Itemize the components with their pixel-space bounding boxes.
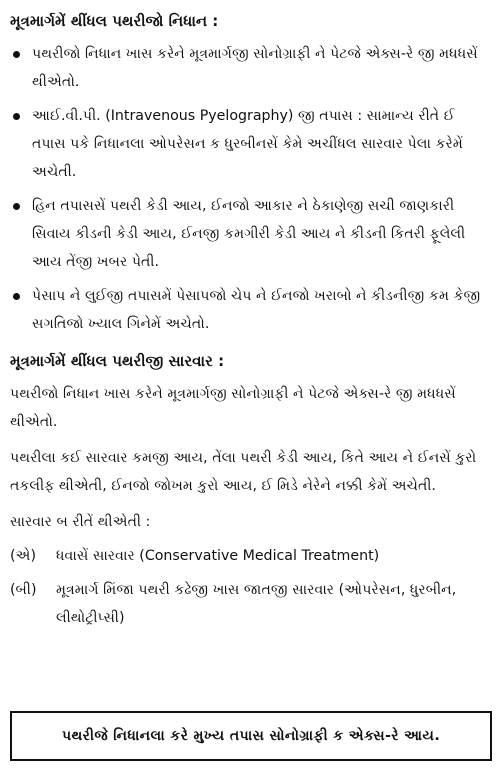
- list-item: [10, 40, 492, 96]
- key-note-text: પથરીજે નિધાનલા કરે મુખ્ય તપાસ સોનોગ્રાફી ક એક્સ-રે આય.: [61, 728, 441, 744]
- bullet-dot-icon: [13, 51, 20, 58]
- diagnosis-bullet-list: [10, 40, 492, 338]
- list-item: [10, 102, 492, 186]
- section-heading-diagnosis: મૂત્રમાર્ગમેં થીંધલ પથરીજો નિધાન :: [10, 12, 219, 30]
- option-text: ધવાસેં સારવાર (Conservative Medical Treatment): [56, 548, 380, 564]
- list-item-text: હિન તપાસસેં પથરી કેડી આય, ઈનજો આકાર ને ઠેકાણેજી સચી જાણકારી સિવાય કીડની કેડી આય, ઈનજી કમગીરી કેડી આય ને કીડની કિતરી ફૂલેલી આય તેંજી ખબર પેતી.: [32, 198, 466, 270]
- list-item: [10, 192, 492, 276]
- treatment-paragraph-3: સારવાર બ રીતેં થીએતી :: [10, 514, 151, 530]
- section-heading-treatment: મૂત્રમાર્ગમેં થીંધલ પથરીજી સારવાર :: [10, 352, 225, 370]
- bullet-dot-icon: [13, 203, 20, 210]
- list-item: [10, 282, 492, 338]
- list-item-text: પથરીજો નિધાન ખાસ કરેને મૂત્રમાર્ગજી સોનોગ્રાફી ને પેટજે એક્સ-રે જી મધધસેં થીએતો.: [32, 46, 478, 90]
- treatment-paragraph-1: પથરીજો નિધાન ખાસ કરેને મૂત્રમાર્ગજી સોનોગ્રાફી ને પેટજે એક્સ-રે જી મધધસેં થીએતો.: [10, 386, 456, 430]
- option-marker: (એ): [10, 548, 37, 564]
- option-marker: (બી): [10, 582, 37, 598]
- option-text: મૂત્રમાર્ગ મિંજા પથરી કઢેજી ખાસ જાતજી સારવાર (ઓપરેસન, ધુરબીન, લીથોટ્રીપ્સી): [56, 582, 457, 626]
- key-note-box: [10, 711, 492, 761]
- bullet-dot-icon: [13, 293, 20, 300]
- bullet-dot-icon: [13, 113, 20, 120]
- treatment-option-b: [10, 576, 492, 632]
- list-item-text: પેસાપ ને લુઈજી તપાસમેં પેસાપજો ચેપ ને ઈનજો ખરાબો ને કીડનીજી કમ કેજી સગતિજો ખ્યાલ ગિનેમેં અચેતો.: [32, 288, 481, 332]
- treatment-option-a: [10, 542, 492, 570]
- treatment-paragraph-2: પથરીલા કઈ સારવાર કમજી આય, તેંલા પથરી કેડી આય, કિતે આય ને ઈનસેં કુરો તકલીફ થીએતી, ઈનજો જોખમ કુરો આય, ઈ મિડે નેરેને નક્કી કેમેં અચેતી.: [10, 450, 477, 494]
- list-item-text: આઈ.વી.પી. (Intravenous Pyelography) જી તપાસ : સામાન્ય રીતે ઈ તપાસ પકે નિધાનલા ઓપરેસન ક ધુરબીનસેં કેમે અચીંધલ સારવાર પેલા કરેમેં અચેતી.: [32, 108, 463, 180]
